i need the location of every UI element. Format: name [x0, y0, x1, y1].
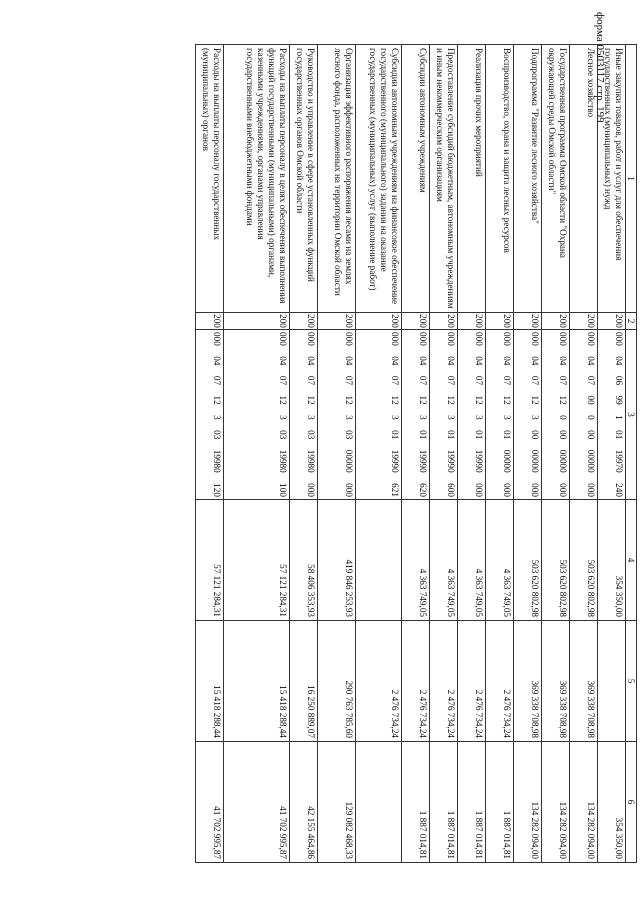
amount-col4: 503 620 802,98 [570, 500, 598, 621]
table-row [318, 45, 356, 863]
amount-col5: 2 476 734,24 [430, 621, 458, 742]
amount-col4: 57 121 284,31 [196, 500, 224, 621]
budget-code: 000 04 07 12 3 01 19990 600 [430, 330, 458, 500]
table-row [570, 45, 598, 863]
amount-col6: 134 282 094,00 [542, 742, 570, 863]
amount-col6: 1 887 014,81 [430, 742, 458, 863]
amount-col4: 503 620 802,98 [542, 500, 570, 621]
amount-col6: 41 702 995,87 [196, 742, 224, 863]
amount-col4: 4 363 749,05 [402, 500, 430, 621]
budget-code: 000 04 07 12 3 03 19980 000 [290, 330, 318, 500]
column-header: 3 [626, 330, 637, 500]
amount-col5: 2 476 734,24 [356, 621, 402, 742]
budget-code: 000 04 07 12 3 03 00000 000 [318, 330, 356, 500]
table-row [514, 45, 542, 863]
amount-col5: 369 338 708,98 [570, 621, 598, 742]
budget-code: 000 04 07 12 3 01 19990 000 [458, 330, 486, 500]
line-code: 200 [486, 313, 514, 330]
amount-col6: 1 887 014,81 [486, 742, 514, 863]
row-name: Воспроизводство, охрана и защита лесных ресурсов [486, 45, 514, 313]
column-header: 1 [626, 45, 637, 313]
amount-col5: 2 476 734,24 [402, 621, 430, 742]
expenditure-table [195, 44, 637, 863]
amount-col5: 369 338 708,98 [514, 621, 542, 742]
row-name: Руководство и управление в сфере установленных функций государственных органов Омской области [290, 45, 318, 313]
line-code: 200 [196, 313, 224, 330]
form-label: форма 0503117 стр. 199 [594, 12, 606, 123]
row-name: Иные закупки товаров, работ и услуг для обеспечения государственных (муниципальных) нужд [598, 45, 626, 313]
table-row [356, 45, 402, 863]
budget-code: 000 04 06 99 1 01 19970 240 [598, 330, 626, 500]
line-code: 200 [430, 313, 458, 330]
amount-col6: 134 282 094,00 [514, 742, 542, 863]
budget-code: 000 04 07 12 3 01 00000 000 [486, 330, 514, 500]
table-row [598, 45, 626, 863]
amount-col6: 354 350,00 [598, 742, 626, 863]
row-name: Предоставление субсидий бюджетным, автономным учреждениям и иным некоммерческим организациям [430, 45, 458, 313]
row-name: Организация эффективного распоряжения лесами на землях лесного фонда, расположенных на территории Омской области [318, 45, 356, 313]
amount-col4: 4 363 749,05 [430, 500, 458, 621]
line-code: 200 [224, 313, 290, 330]
amount-col6: 129 082 468,33 [318, 742, 356, 863]
table-row [458, 45, 486, 863]
line-code: 200 [570, 313, 598, 330]
amount-col4: 419 846 253,93 [318, 500, 356, 621]
line-code: 200 [542, 313, 570, 330]
budget-code: 000 04 07 12 0 00 00000 000 [542, 330, 570, 500]
table-row [402, 45, 430, 863]
column-header: 4 [626, 500, 637, 621]
budget-code: 000 04 07 12 3 03 19980 120 [196, 330, 224, 500]
amount-col5: 369 338 708,98 [542, 621, 570, 742]
amount-col6: 134 282 094,00 [570, 742, 598, 863]
amount-col5: 2 476 734,24 [458, 621, 486, 742]
line-code: 200 [402, 313, 430, 330]
line-code: 200 [290, 313, 318, 330]
amount-col4: 4 363 749,05 [458, 500, 486, 621]
row-name: Расходы на выплаты персоналу государственных (муниципальных) органов [196, 45, 224, 313]
amount-col4: 354 350,00 [598, 500, 626, 621]
row-name: Субсидии автономным учреждениям на финансовое обеспечение государственного (муниципального) задания на оказание государственных (муниципальных) услуг (выполнение работ) [356, 45, 402, 313]
row-name: Государственная программа Омской области "Охрана окружающей среды Омской области" [542, 45, 570, 313]
amount-col6: 42 155 464,86 [290, 742, 318, 863]
column-header: 5 [626, 621, 637, 742]
table-row [196, 45, 224, 863]
table-row [486, 45, 514, 863]
amount-col4: 57 121 284,31 [224, 500, 290, 621]
column-header: 2 [626, 313, 637, 330]
budget-code: 000 04 07 00 0 00 00000 000 [570, 330, 598, 500]
line-code: 200 [458, 313, 486, 330]
row-name: Субсидии автономным учреждениям [402, 45, 430, 313]
column-number-row [626, 45, 637, 863]
amount-col5 [598, 621, 626, 742]
budget-code: 000 04 07 12 3 01 19990 621 [356, 330, 402, 500]
table-row [290, 45, 318, 863]
budget-code: 000 04 07 12 3 00 00000 000 [514, 330, 542, 500]
rotated-page [195, 44, 637, 862]
column-header: 6 [626, 742, 637, 863]
line-code: 200 [356, 313, 402, 330]
line-code: 200 [318, 313, 356, 330]
row-name: Реализация прочих мероприятий [458, 45, 486, 313]
line-code: 200 [598, 313, 626, 330]
amount-col4: 503 620 802,98 [514, 500, 542, 621]
row-name: Подпрограмма "Развитие лесного хозяйства" [514, 45, 542, 313]
amount-col5: 290 763 785,60 [318, 621, 356, 742]
budget-code: 000 04 07 12 3 01 19990 620 [402, 330, 430, 500]
row-name: Лесное хозяйство [570, 45, 598, 313]
table-row [430, 45, 458, 863]
row-name: Расходы на выплаты персоналу в целях обеспечения выполнения функций государственными (муниципальными) органами, казенными учреждениями, органами управления государственными внебюджетными фондами [224, 45, 290, 313]
amount-col6 [356, 742, 402, 863]
amount-col6: 1 887 014,81 [402, 742, 430, 863]
amount-col6: 1 887 014,81 [458, 742, 486, 863]
line-code: 200 [514, 313, 542, 330]
amount-col4: 4 363 749,05 [486, 500, 514, 621]
amount-col5: 15 418 288,44 [224, 621, 290, 742]
table-row [542, 45, 570, 863]
amount-col5: 2 476 734,24 [486, 621, 514, 742]
budget-code: 000 04 07 12 3 03 19980 100 [224, 330, 290, 500]
table-row [224, 45, 290, 863]
amount-col5: 16 250 889,07 [290, 621, 318, 742]
amount-col4: 58 406 353,93 [290, 500, 318, 621]
amount-col6: 41 702 995,87 [224, 742, 290, 863]
amount-col5: 15 418 288,44 [196, 621, 224, 742]
amount-col4 [356, 500, 402, 621]
